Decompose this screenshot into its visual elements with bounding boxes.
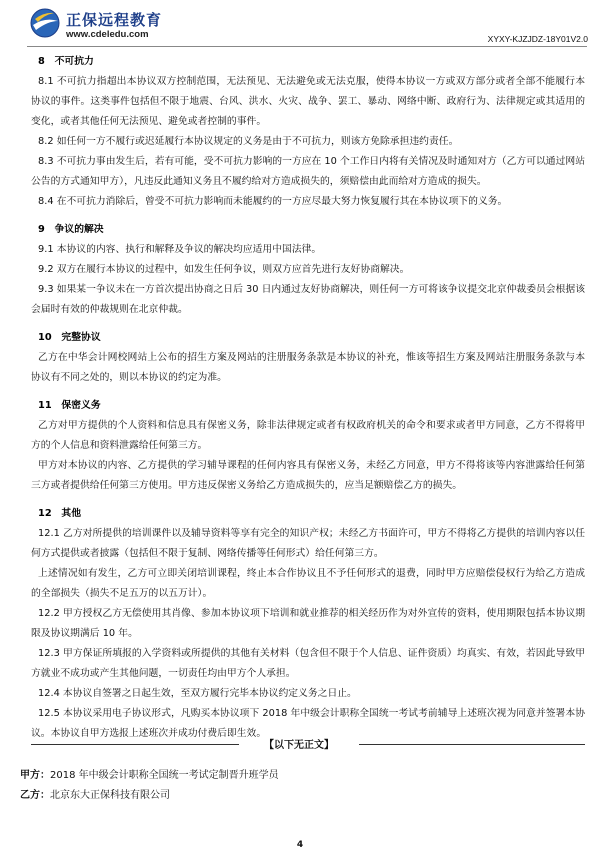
party-b	[20, 786, 170, 806]
end-rule-right	[359, 744, 585, 745]
paragraph: 8.1 不可抗力指超出本协议双方控制范围，无法预见、无法避免或无法克服，使得本协议一方或双方部分或者全部不能履行本协议的事件。这类事件包括但不限于地震、台风、洪水、火灾、战争、罢工、暴动、网络中断、政府行为、法律规定或其适用的变化，或者其他任何无法预见、避免或者控制的事件。	[31, 76, 585, 127]
section-title: 8 不可抗力	[38, 56, 94, 67]
end-rule-left	[31, 744, 239, 745]
paragraph: 8.2 如任何一方不履行或迟延履行本协议规定的义务是由于不可抗力，则该方免除承担违约责任。	[38, 136, 459, 147]
party-b-label: 乙方：	[20, 790, 50, 801]
paragraph: 甲方对本协议的内容、乙方提供的学习辅导课程的任何内容具有保密义务，未经乙方同意，甲方不得将该等内容泄露给任何第三方或者提供给任何第三方使用。甲方违反保密义务给乙方造成损失的，应当足额赔偿乙方的损失。	[31, 460, 585, 491]
paragraph: 12.4 本协议自签署之日起生效，至双方履行完毕本协议约定义务之日止。	[38, 688, 357, 699]
party-a-label: 甲方：	[20, 770, 50, 781]
end-of-text-label: 【以下无正文】	[264, 740, 334, 751]
paragraph: 9.3 如果某一争议未在一方首次提出协商之日后 30 日内通过友好协商解决，则任何一方可将该争议提交北京仲裁委员会根据该会届时有效的仲裁规则在北京仲裁。	[31, 284, 585, 315]
brand-url[interactable]: www.cdeledu.com	[66, 29, 149, 40]
paragraph: 9.1 本协议的内容、执行和解释及争议的解决均应适用中国法律。	[38, 244, 322, 255]
page-number: 4	[296, 840, 304, 850]
brand-name: 正保远程教育	[66, 11, 163, 29]
party-b-value: 北京东大正保科技有限公司	[50, 790, 170, 801]
section-title: 10 完整协议	[38, 332, 101, 343]
paragraph: 12.3 甲方保证所填报的入学资料或所提供的其他有关材料（包含但不限于个人信息、证件资质）均真实、有效，若因此导致甲方就业不成功或产生其他问题，一切责任均由甲方个人承担。	[31, 648, 585, 679]
paragraph: 8.4 在不可抗力消除后，曾受不可抗力影响而未能履约的一方应尽最大努力恢复履行其在本协议项下的义务。	[38, 196, 508, 207]
end-of-text-marker	[31, 734, 585, 754]
header-divider	[27, 46, 587, 47]
section-title: 11 保密义务	[38, 400, 101, 411]
page-header	[0, 0, 600, 46]
paragraph: 12.2 甲方授权乙方无偿使用其肖像、参加本协议项下培训和就业推荐的相关经历作为对外宣传的资料，使用期限包括本协议期限及协议期满后 10 年。	[31, 608, 585, 639]
document-body	[31, 52, 585, 744]
paragraph: 上述情况如有发生，乙方可立即关闭培训课程，终止本合作协议且不予任何形式的退费，同时甲方应赔偿侵权行为给乙方造成的全部损失（损失不足五万的以五万计）。	[31, 568, 585, 599]
paragraph: 9.2 双方在履行本协议的过程中，如发生任何争议，则双方应首先进行友好协商解决。	[38, 264, 410, 275]
party-a	[20, 766, 279, 786]
paragraph: 乙方在中华会计网校网站上公布的招生方案及网站的注册服务条款是本协议的补充，惟该等招生方案及网站注册服务条款与本协议有不同之处的，则以本协议的约定为准。	[31, 352, 585, 383]
section-title: 12 其他	[38, 508, 82, 519]
paragraph: 12.1 乙方对所提供的培训课件以及辅导资料等享有完全的知识产权；未经乙方书面许可，甲方不得将乙方提供的培训内容以任何方式提供或者披露（包括但不限于复制、网络传播等任何形式）给任何第三方。	[31, 528, 585, 559]
paragraph: 8.3 不可抗力事由发生后，若有可能，受不可抗力影响的一方应在 10 个工作日内将有关情况及时通知对方（乙方可以通过网站公告的方式通知甲方），凡违反此通知义务且不履约给对方造成损失的，须赔偿由此而给对方造成的损失。	[31, 156, 585, 187]
paragraph: 乙方对甲方提供的个人资料和信息具有保密义务，除非法律规定或者有权政府机关的命令和要求或者甲方同意，乙方不得将甲方的个人信息和资料泄露给任何第三方。	[31, 420, 585, 451]
party-a-value: 2018 年中级会计职称全国统一考试定制晋升班学员	[50, 770, 279, 781]
section-title: 9 争议的解决	[38, 224, 104, 235]
document-code: XYXY-KJZJDZ-18Y01V2.0	[487, 34, 588, 44]
paragraph: 12.5 本协议采用电子协议形式，凡购买本协议项下 2018 年中级会计职称全国统一考试考前辅导上述班次视为同意并签署本协议。本协议自甲方选报上述班次并成功付费后即生效。	[31, 708, 585, 739]
logo-globe-icon	[30, 8, 60, 38]
